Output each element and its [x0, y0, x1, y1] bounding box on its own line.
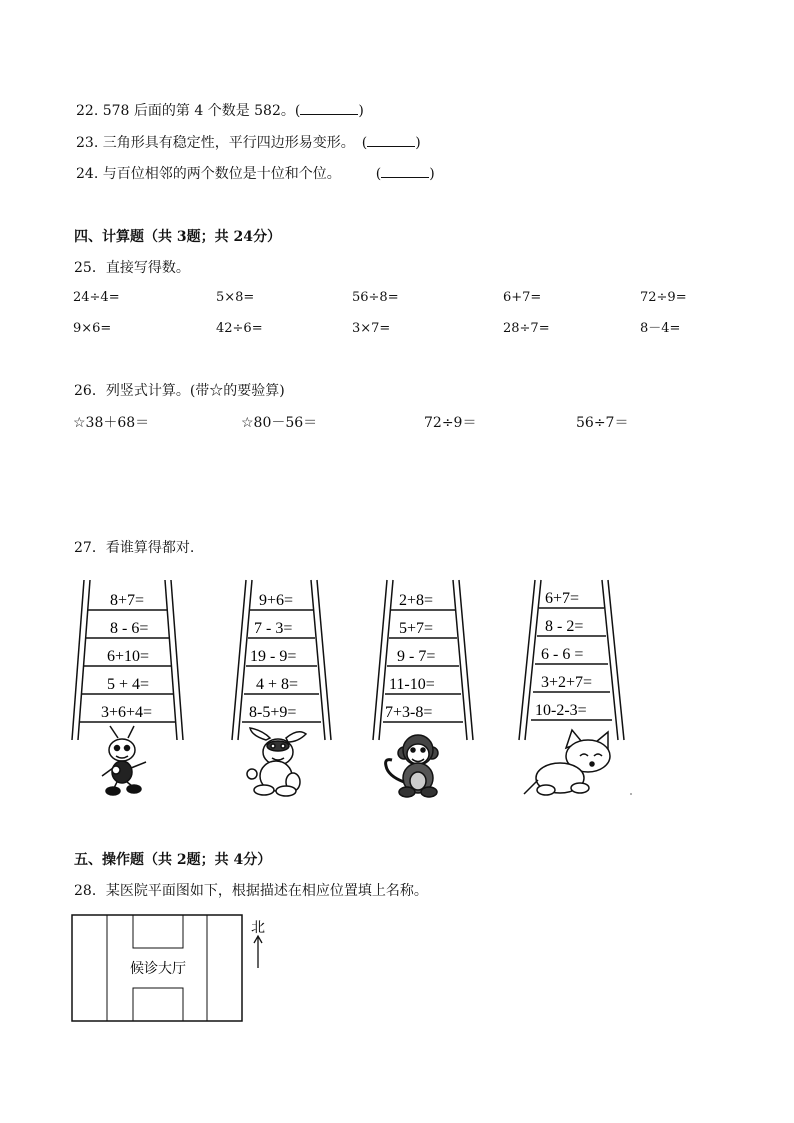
oral-calc-2-4: 28÷7= — [503, 321, 550, 336]
ladder-1-rung-3: 6+10= — [107, 648, 150, 665]
cat-icon — [524, 730, 632, 795]
answer-blank[interactable] — [367, 133, 415, 147]
judge-item-24: 24. 与百位相邻的两个数位是十位和个位。 ( ) — [76, 166, 435, 182]
rabbit-icon — [247, 728, 306, 796]
oral-calc-1-5: 72÷9= — [640, 290, 687, 305]
vertical-calc-4: 56÷7＝ — [576, 415, 629, 431]
oral-calc-2-2: 42÷6= — [216, 321, 263, 336]
judge-item-22: 22. 578 后面的第 4 个数是 582。( ) — [76, 103, 364, 119]
oral-calc-1-2: 5×8= — [216, 290, 255, 305]
question-27-title: 27．看谁算得都对. — [74, 540, 195, 556]
waiting-hall-label: 候诊大厅 — [130, 962, 186, 977]
monkey-icon — [386, 735, 438, 797]
ladder-1-rung-2: 8 - 6= — [110, 620, 149, 637]
ladder-3-rung-1: 2+8= — [399, 592, 434, 609]
oral-calc-2-1: 9×6= — [73, 321, 112, 336]
oral-calc-1-1: 24÷4= — [73, 290, 120, 305]
question-26-title: 26．列竖式计算。(带☆的要验算) — [74, 383, 285, 399]
answer-blank[interactable] — [381, 164, 429, 178]
item-text: 三角形具有稳定性，平行四边形易变形。 ( — [102, 135, 368, 151]
item-text: 578 后面的第 4 个数是 582。( — [102, 103, 301, 119]
vertical-calc-1: ☆38＋68＝ — [73, 415, 150, 431]
ladder-3-rung-3: 9 - 7= — [397, 648, 436, 665]
oral-calc-2-3: 3×7= — [352, 321, 391, 336]
answer-blank[interactable] — [300, 101, 358, 115]
ladder-1-rung-4: 5 + 4= — [107, 676, 150, 693]
ant-icon — [102, 726, 146, 795]
ladder-4-rung-3: 6 - 6 = — [541, 646, 584, 663]
ladder-1-rung-5: 3+6+4= — [101, 704, 153, 721]
ladder-3-rung-5: 7+3-8= — [385, 704, 433, 721]
item-number: 22. — [76, 103, 99, 119]
ladder-2 — [232, 580, 331, 740]
vertical-calc-3: 72÷9＝ — [424, 415, 477, 431]
north-arrow-icon — [251, 934, 265, 970]
section-4-heading: 四、计算题（共 3题；共 24分） — [74, 229, 281, 245]
oral-calc-2-5: 8－4= — [640, 321, 681, 336]
ladder-2-rung-5: 8-5+9= — [249, 704, 297, 721]
item-text: 与百位相邻的两个数位是十位和个位。 ( — [102, 166, 382, 182]
vertical-calc-2: ☆80－56＝ — [241, 415, 318, 431]
ladder-4-rung-2: 8 - 2= — [545, 618, 584, 635]
ladder-4-rung-4: 3+2+7= — [541, 674, 593, 691]
ladder-2-rung-3: 19 - 9= — [250, 648, 297, 665]
question-25-title: 25．直接写得数。 — [74, 260, 190, 276]
ladder-2-rung-2: 7 - 3= — [254, 620, 293, 637]
ladder-2-rung-4: 4 + 8= — [256, 676, 299, 693]
question-28-title: 28．某医院平面图如下，根据描述在相应位置填上名称。 — [74, 883, 428, 899]
ladder-4 — [519, 580, 624, 740]
north-label: 北 — [251, 921, 265, 936]
oral-calc-1-4: 6+7= — [503, 290, 542, 305]
ladder-2-rung-1: 9+6= — [259, 592, 294, 609]
oral-calc-1-3: 56÷8= — [352, 290, 399, 305]
item-number: 24. — [76, 166, 99, 182]
ladders-figure — [0, 570, 794, 820]
ladder-4-rung-1: 6+7= — [545, 590, 580, 607]
ladder-3-rung-4: 11-10= — [389, 676, 435, 693]
hospital-floor-plan — [70, 910, 290, 1030]
item-number: 23. — [76, 135, 99, 151]
ladder-1-rung-1: 8+7= — [110, 592, 145, 609]
ladder-4-rung-5: 10-2-3= — [535, 702, 587, 719]
section-5-heading: 五、操作题（共 2题；共 4分） — [74, 852, 272, 868]
judge-item-23: 23. 三角形具有稳定性，平行四边形易变形。 ( ) — [76, 135, 421, 151]
ladder-3-rung-2: 5+7= — [399, 620, 434, 637]
ladder-1 — [72, 580, 183, 740]
ladder-3 — [373, 580, 473, 740]
